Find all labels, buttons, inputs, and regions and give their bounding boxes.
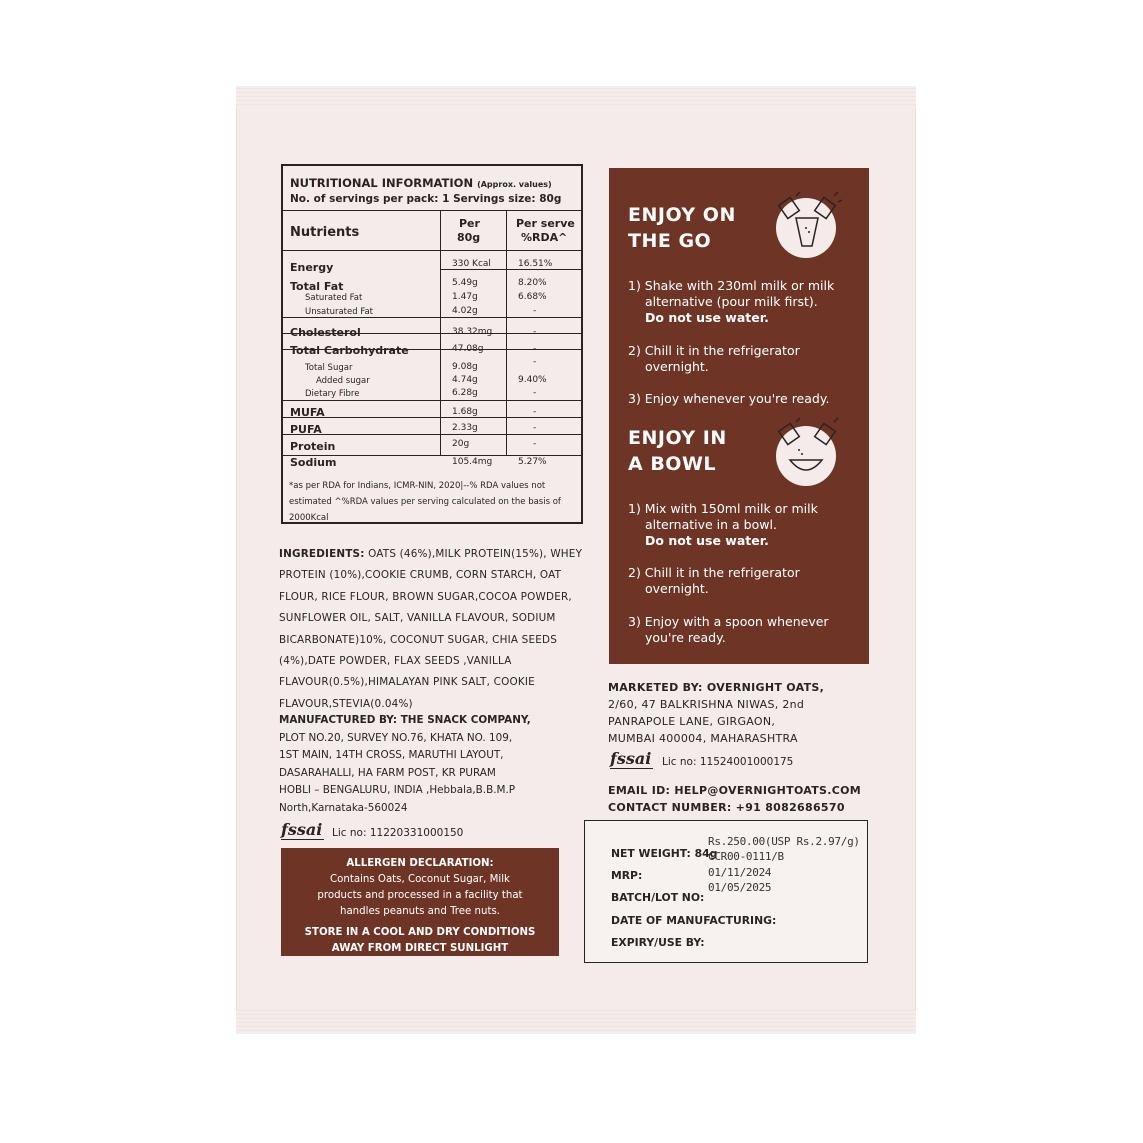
nutrient-rda: 8.20%	[518, 278, 547, 288]
nutrient-rda: 16.51%	[518, 259, 553, 269]
nutrient-name: PUFA	[290, 423, 322, 436]
nutrient-per80: 38.32mg	[452, 327, 493, 337]
manufacturer-line: 1ST MAIN, 14TH CROSS, MARUTHI LAYOUT,	[279, 749, 504, 761]
marketer-line: MUMBAI 400004, MAHARASHTRA	[608, 732, 798, 745]
nutrient-rda: -	[533, 327, 537, 337]
nutrition-title	[290, 176, 552, 190]
nutrient-name: Total Sugar	[305, 363, 353, 373]
nutrient-per80: 105.4mg	[452, 457, 493, 467]
pack-seal-bottom	[236, 1010, 916, 1034]
step-text: 1) Shake with 230ml milk or milk	[628, 278, 835, 293]
divider	[283, 210, 581, 211]
marketer-line: 2/60, 47 BALKRISHNA NIWAS, 2nd	[608, 698, 805, 711]
nutrient-per80: 1.68g	[452, 407, 478, 417]
marketer-title: MARKETED BY: OVERNIGHT OATS,	[608, 681, 825, 694]
nutrient-rda: -	[533, 344, 537, 354]
step-text: 2) Chill it in the refrigerator	[628, 565, 800, 580]
nutrition-title-note: (Approx. values)	[477, 180, 552, 189]
printed-expiry-date: 01/05/2025	[708, 881, 772, 894]
manufacturer-label: MANUFACTURED BY: THE SNACK COMPANY,	[279, 714, 531, 726]
nutrition-title-text: NUTRITIONAL INFORMATION	[290, 176, 474, 190]
header-rda-2: %RDA^	[521, 231, 568, 244]
nutrient-name: MUFA	[290, 406, 325, 419]
allergen-line: products and processed in a facility that	[317, 890, 523, 901]
divider	[283, 434, 581, 435]
step-text: alternative (pour milk first).	[645, 294, 818, 309]
allergen-line: handles peanuts and Tree nuts.	[339, 906, 501, 917]
step-text: you're ready.	[645, 630, 726, 645]
nutrient-per80: 4.74g	[452, 375, 478, 385]
step-text: 2) Chill it in the refrigerator	[628, 343, 800, 358]
batch-info-box	[584, 820, 868, 963]
divider	[283, 333, 581, 334]
nutrient-name: Added sugar	[316, 376, 370, 386]
bowl-heading-line: A BOWL	[628, 453, 717, 475]
nutrient-rda: 9.40%	[518, 375, 547, 385]
email: EMAIL ID: HELP@OVERNIGHTOATS.COM	[608, 784, 862, 797]
nutrient-per80: 4.02g	[452, 306, 478, 316]
header-rda-1: Per serve	[516, 217, 575, 230]
nutrient-per80: 1.47g	[452, 292, 478, 302]
go-step-2	[628, 343, 858, 375]
on-the-go-heading	[628, 202, 736, 254]
nutrient-name: Unsaturated Fat	[305, 307, 373, 317]
marketer-line: PANRAPOLE LANE, GIRGAON,	[608, 715, 776, 728]
contact-number: CONTACT NUMBER: +91 8082686570	[608, 801, 845, 814]
nutrient-per80: 9.08g	[452, 362, 478, 372]
allergen-line: Contains Oats, Coconut Sugar, Milk	[330, 874, 510, 885]
marketer-block	[608, 679, 868, 747]
nutrient-rda: -	[533, 388, 537, 398]
mfg-date-label: DATE OF MANUFACTURING:	[611, 914, 777, 927]
step-text: overnight.	[645, 581, 709, 596]
step-text: 1) Mix with 150ml milk or milk	[628, 501, 818, 516]
manufacturer-block	[279, 712, 599, 817]
nutrient-rda: -	[533, 357, 537, 367]
storage-line: STORE IN A COOL AND DRY CONDITIONS	[304, 927, 536, 938]
nutrient-rda: -	[533, 423, 537, 433]
batch-label: BATCH/LOT NO:	[611, 891, 705, 904]
nutrition-footnote: *as per RDA for Indians, ICMR-NIN, 2020|--% RDA values not estimated ^%RDA values per serving calculated on the basis of 2000Kcal	[289, 481, 561, 523]
bowl-step-2	[628, 565, 858, 597]
header-nutrients: Nutrients	[290, 225, 360, 240]
bowl-heading	[628, 425, 727, 477]
shake-bottle-icon	[776, 198, 836, 258]
nutrient-name: Total Fat	[290, 280, 344, 293]
bowl-step-1	[628, 501, 858, 549]
nutrient-per80: 47.08g	[452, 344, 484, 354]
bowl-step-3	[628, 614, 858, 646]
manufacturer-line: DASARAHALLI, HA FARM POST, KR PURAM	[279, 766, 496, 779]
nutrient-name: Cholesterol	[290, 326, 361, 339]
servings-line: No. of servings per pack: 1 Servings size: 80g	[290, 193, 562, 205]
step-warning: Do not use water.	[645, 533, 769, 548]
ingredients	[279, 544, 599, 715]
printed-mfg-date: 01/11/2024	[708, 866, 772, 879]
ingredients-label: INGREDIENTS:	[279, 548, 365, 560]
header-per80-1: Per	[459, 217, 480, 230]
allergen-title: ALLERGEN DECLARATION:	[346, 858, 494, 869]
step-text: alternative in a bowl.	[645, 517, 777, 532]
nutrient-rda: -	[533, 439, 537, 449]
nutrient-name: Protein	[290, 440, 336, 453]
expiry-label: EXPIRY/USE BY:	[611, 936, 705, 949]
nutrient-per80: 5.49g	[452, 278, 478, 288]
go-step-3	[628, 391, 858, 407]
step-text: overnight.	[645, 359, 709, 374]
nutrient-rda: -	[533, 407, 537, 417]
on-the-go-heading-line: ENJOY ON	[628, 204, 736, 226]
bowl-heading-line: ENJOY IN	[628, 427, 727, 449]
on-the-go-heading-line: THE GO	[628, 230, 712, 252]
manufacturer-line: HOBLI – BENGALURU, INDIA ,Hebbala,B.B.M.P	[279, 784, 516, 796]
nutrient-per80: 20g	[452, 439, 470, 449]
manufacturer-line: North,Karnataka-560024	[279, 801, 408, 814]
go-step-1	[628, 278, 858, 326]
fssai-logo: fssai	[610, 749, 652, 768]
step-text: 3) Enjoy with a spoon whenever	[628, 614, 829, 629]
printed-batch-no: CCR00-0111/B	[708, 850, 784, 863]
printed-price: Rs.250.00(USP Rs.2.97/g)	[708, 835, 860, 848]
net-weight-label: NET WEIGHT: 84g	[611, 847, 718, 860]
step-text: 3) Enjoy whenever you're ready.	[628, 391, 830, 406]
nutrient-name: Saturated Fat	[305, 293, 363, 303]
ingredients-text: OATS (46%),MILK PROTEIN(15%), WHEY PROTEIN (10%),COOKIE CRUMB, CORN STARCH, OAT FLOUR, RICE FLOUR, BROWN SUGAR,COCOA POWDER, SUNFLOWER OIL, SALT, VANILLA FLAVOUR, SODIUM BICARBONATE)10%, COCONUT SUGAR, CHIA SEEDS (4%),DATE POWDER, FLAX SEEDS ,VANILLA FLAVOUR(0.5%),HIMALAYAN PINK SALT, COOKIE FLAVOUR,STEVIA(0.04%)	[279, 548, 583, 710]
divider	[440, 269, 581, 270]
storage-line: AWAY FROM DIRECT SUNLIGHT	[331, 943, 509, 954]
preparation-panel	[609, 168, 869, 664]
marketer-license: Lic no: 11524001000175	[662, 756, 794, 768]
nutrition-table	[281, 164, 583, 524]
product-pack-back	[236, 86, 916, 1034]
nutrient-name: Total Carbohydrate	[290, 344, 409, 357]
nutrient-name: Sodium	[290, 456, 337, 469]
manufacturer-line: PLOT NO.20, SURVEY NO.76, KHATA NO. 109,	[279, 731, 513, 744]
step-warning: Do not use water.	[645, 310, 769, 325]
divider	[283, 417, 581, 418]
nutrient-name: Dietary Fibre	[305, 389, 360, 399]
nutrient-rda: 5.27%	[518, 457, 547, 467]
nutrient-per80: 6.28g	[452, 388, 478, 398]
fssai-logo: fssai	[281, 820, 323, 839]
manufacturer-license: Lic no: 11220331000150	[332, 827, 464, 839]
pack-seal-top	[236, 86, 916, 108]
header-per80-2: 80g	[457, 231, 481, 244]
pour-bowl-icon	[776, 426, 836, 486]
nutrient-rda: 6.68%	[518, 292, 547, 302]
nutrient-per80: 2.33g	[452, 423, 478, 433]
mrp-label: MRP:	[611, 869, 643, 882]
nutrient-name: Energy	[290, 261, 334, 274]
divider	[283, 400, 581, 401]
divider	[283, 317, 581, 318]
nutrient-rda: -	[533, 306, 537, 316]
nutrient-per80: 330 Kcal	[452, 259, 491, 269]
divider	[283, 250, 581, 251]
allergen-box	[281, 848, 559, 956]
